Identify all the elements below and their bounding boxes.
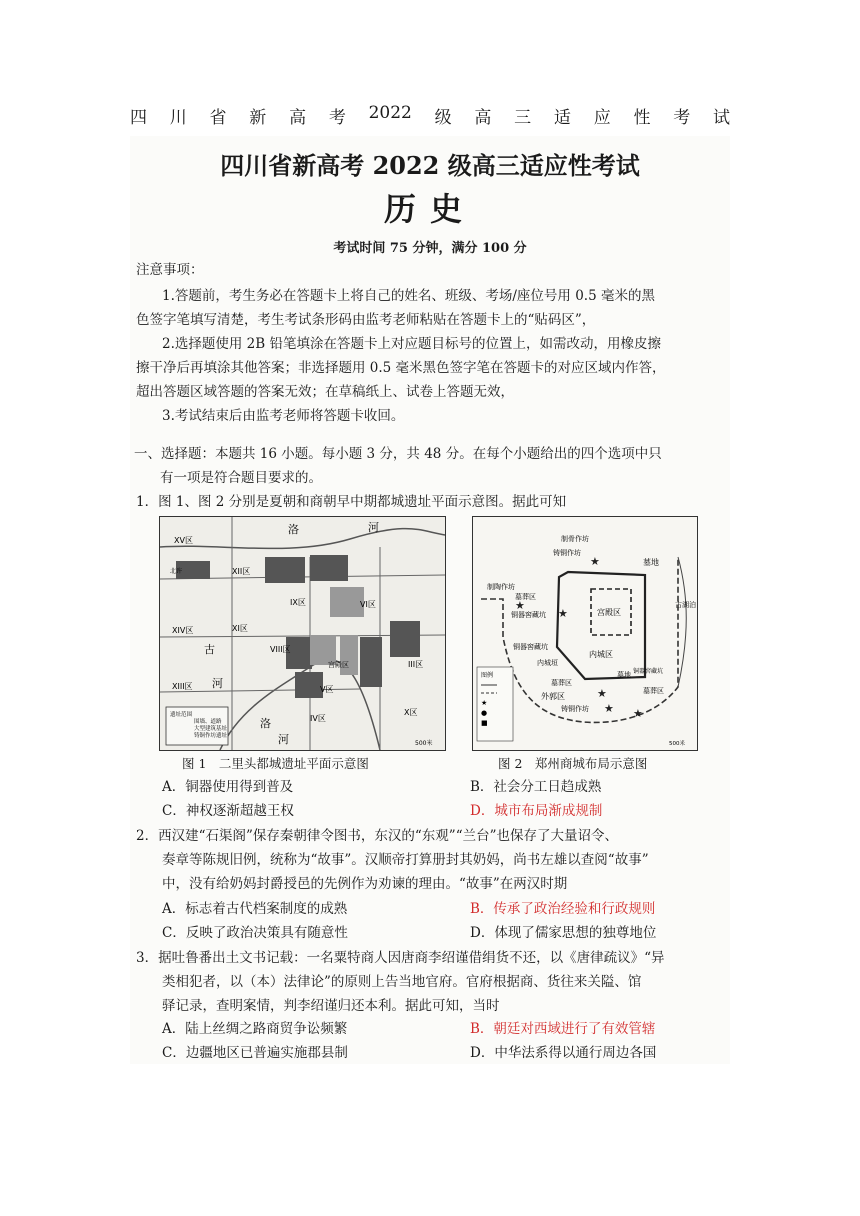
fig2-label: 墓地 <box>643 558 659 567</box>
fig1-area: VI区 <box>360 600 376 609</box>
notice-line: 色签字笔填写清楚，考生考试条形码由监考老师粘贴在答题卡上的“贴码区”， <box>136 312 596 328</box>
fig1-area: XIV区 <box>172 626 194 635</box>
fig2-label: 墓地 <box>617 671 631 679</box>
svg-text:★: ★ <box>604 702 614 715</box>
fig1-village: 北许 <box>170 568 183 575</box>
fig1-river-left: 河 <box>212 677 223 690</box>
fig1-area: XV区 <box>174 536 193 545</box>
svg-text:★: ★ <box>558 607 568 620</box>
header-char: 省 <box>209 108 227 128</box>
fig1-area: III区 <box>408 660 424 669</box>
fig2-label: 铜器窖藏坑 <box>513 643 548 651</box>
exam-title: 四川省新高考 2022 级高三适应性考试 <box>220 151 640 180</box>
fig1-legend1: 遗址范围 <box>170 712 193 718</box>
header-char: 高 <box>474 108 492 128</box>
fig1-river-bottom: 河 <box>278 733 289 746</box>
question-1-stem: 1．图 1、图 2 分别是夏朝和商朝早中期都城遗址平面示意图。据此可知 <box>136 494 567 510</box>
question-2-option-c[interactable]: C．反映了政治决策具有随意性 <box>162 925 348 941</box>
fig1-river-bottom: 洛 <box>260 717 271 730</box>
fig2-lake: 古湖泊 <box>675 601 696 609</box>
fig1-legend3: 大型建筑基址 <box>194 726 228 732</box>
fig1-legend4: 铸铜作坊遗址 <box>194 733 228 739</box>
notice-heading: 注意事项： <box>136 262 204 278</box>
fig2-label: 制骨作坊 <box>561 535 589 543</box>
question-3-option-c[interactable]: C．边疆地区已普遍实施郡县制 <box>162 1045 348 1061</box>
header-char: 应 <box>593 108 611 128</box>
fig1-area: XIII区 <box>172 682 193 691</box>
exam-meta: 考试时间 75 分钟，满分 100 分 <box>333 241 527 256</box>
question-2-stem: 2．西汉建“石渠阁”保存秦朝律令图书，东汉的“东观”“兰台”也保存了大量诏令、 <box>136 828 618 844</box>
fig2-label: 铜器窖藏坑 <box>633 668 664 675</box>
page-header <box>130 103 730 129</box>
header-char: 试 <box>712 108 730 128</box>
question-3-option-d[interactable]: D．中华法系得以通行周边各国 <box>470 1045 657 1061</box>
svg-text:★: ★ <box>590 555 600 568</box>
question-2-option-b[interactable]: B．传承了政治经验和行政规则 <box>470 901 656 917</box>
fig2-palace: 宫殿区 <box>597 608 621 617</box>
question-1-option-b[interactable]: B．社会分工日趋成熟 <box>470 779 602 795</box>
header-char: 高 <box>289 108 307 128</box>
header-char: 新 <box>249 108 267 128</box>
notice-line: 1.答题前，考生务必在答题卡上将自己的姓名、班级、考场/座位号用 0.5 毫米的黑 <box>162 288 655 304</box>
exam-sheet <box>130 136 730 1064</box>
fig2-inner: 内城区 <box>589 650 613 659</box>
question-1-option-d[interactable]: D．城市布局渐成规制 <box>470 803 603 819</box>
notice-line: 超出答题区域答题的答案无效；在草稿纸上、试卷上答题无效， <box>136 384 514 400</box>
fig2-label: 铜器窖藏坑 <box>511 611 546 619</box>
header-char: 四 <box>130 108 147 128</box>
fig1-area: XII区 <box>232 567 251 576</box>
question-3-option-b[interactable]: B．朝廷对西域进行了有效管辖 <box>470 1021 656 1037</box>
svg-text:★: ★ <box>481 699 488 707</box>
figure-2-map <box>472 516 698 751</box>
section-heading-cont: 有一项是符合题目要求的。 <box>160 470 322 486</box>
exam-subject: 历史 <box>383 190 476 228</box>
fig2-label: 铸铜作坊 <box>553 549 581 557</box>
fig1-area: V区 <box>320 685 334 694</box>
figure-1-caption: 图 1 二里头都城遗址平面示意图 <box>182 756 369 771</box>
question-3-option-a[interactable]: A．陆上丝绸之路商贸争讼频繁 <box>162 1021 348 1037</box>
question-2-stem: 中，没有给奶妈封爵授邑的先例作为劝谏的理由。“故事”在两汉时期 <box>162 876 568 892</box>
question-3-stem: 驿记录，查明案情，判李绍谨归还本利。据此可知，当时 <box>162 998 500 1014</box>
question-1-option-a[interactable]: A．铜器使用得到普及 <box>162 779 294 795</box>
fig1-river: 洛 <box>288 523 299 536</box>
question-2-option-d[interactable]: D．体现了儒家思想的独尊地位 <box>470 925 657 941</box>
fig2-label: 内城垣 <box>537 659 558 667</box>
header-char: 三 <box>514 108 532 128</box>
fig2-outer: 外郭区 <box>541 692 565 701</box>
fig1-area: IX区 <box>290 598 306 607</box>
fig1-river-left: 古 <box>204 643 215 656</box>
fig2-scale: 500米 <box>669 741 685 747</box>
fig1-river: 河 <box>368 521 379 534</box>
fig2-label: 墓葬区 <box>515 593 536 601</box>
header-char: 考 <box>673 108 691 128</box>
header-char: 考 <box>328 108 346 128</box>
question-2-option-a[interactable]: A．标志着古代档案制度的成熟 <box>162 901 348 917</box>
section-heading: 一、选择题：本题共 16 小题。每小题 3 分，共 48 分。在每个小题给出的四个选项中只 <box>134 446 662 462</box>
question-3-stem: 3．据吐鲁番出土文书记载：一名粟特商人因唐商李绍谨借绢货不还，以《唐律疏议》“异 <box>136 950 665 966</box>
header-char: 性 <box>633 108 651 128</box>
fig2-label: 墓葬区 <box>551 679 572 687</box>
fig2-label: 铸铜作坊 <box>561 705 589 713</box>
notice-line: 3.考试结束后由监考老师将答题卡收回。 <box>162 408 405 424</box>
fig1-area: XI区 <box>232 624 248 633</box>
fig2-label: 墓葬区 <box>643 687 664 695</box>
svg-text:■: ■ <box>481 719 488 727</box>
fig1-legend2: 围墙、道路 <box>194 719 222 725</box>
figure-2-caption: 图 2 郑州商城布局示意图 <box>498 756 648 771</box>
question-2-stem: 奏章等陈规旧例，统称为“故事”。汉顺帝打算册封其奶妈，尚书左雄以查阅“故事” <box>162 852 649 868</box>
fig1-area: VIII区 <box>270 645 291 654</box>
fig1-scale: 500米 <box>415 740 433 747</box>
header-char: 适 <box>553 108 571 128</box>
svg-text:●: ● <box>481 709 488 717</box>
svg-text:★: ★ <box>597 687 607 700</box>
svg-text:★: ★ <box>633 707 643 720</box>
fig1-palace: 宫殿区 <box>328 661 349 669</box>
header-char: 级 <box>434 108 452 128</box>
figure-1-map <box>159 516 446 751</box>
header-char: 2022 <box>368 103 412 123</box>
fig2-label: 制陶作坊 <box>487 583 515 591</box>
question-1-option-c[interactable]: C．神权逐渐超越王权 <box>162 803 294 819</box>
fig1-area: X区 <box>404 708 418 717</box>
question-3-stem: 类相犯者，以（本）法律论”的原则上告当地官府。官府根据商、货往来关隘、馆 <box>162 974 642 990</box>
notice-line: 擦干净后再填涂其他答案；非选择题用 0.5 毫米黑色签字笔在答题卡的对应区域内作答， <box>136 360 666 376</box>
header-char: 川 <box>169 108 187 128</box>
fig1-area: IV区 <box>310 714 326 723</box>
svg-text:★: ★ <box>515 599 525 612</box>
fig2-legend: 图例 <box>481 672 494 679</box>
notice-line: 2.选择题使用 2B 铅笔填涂在答题卡上对应题目标号的位置上，如需改动，用橡皮擦 <box>162 336 661 352</box>
